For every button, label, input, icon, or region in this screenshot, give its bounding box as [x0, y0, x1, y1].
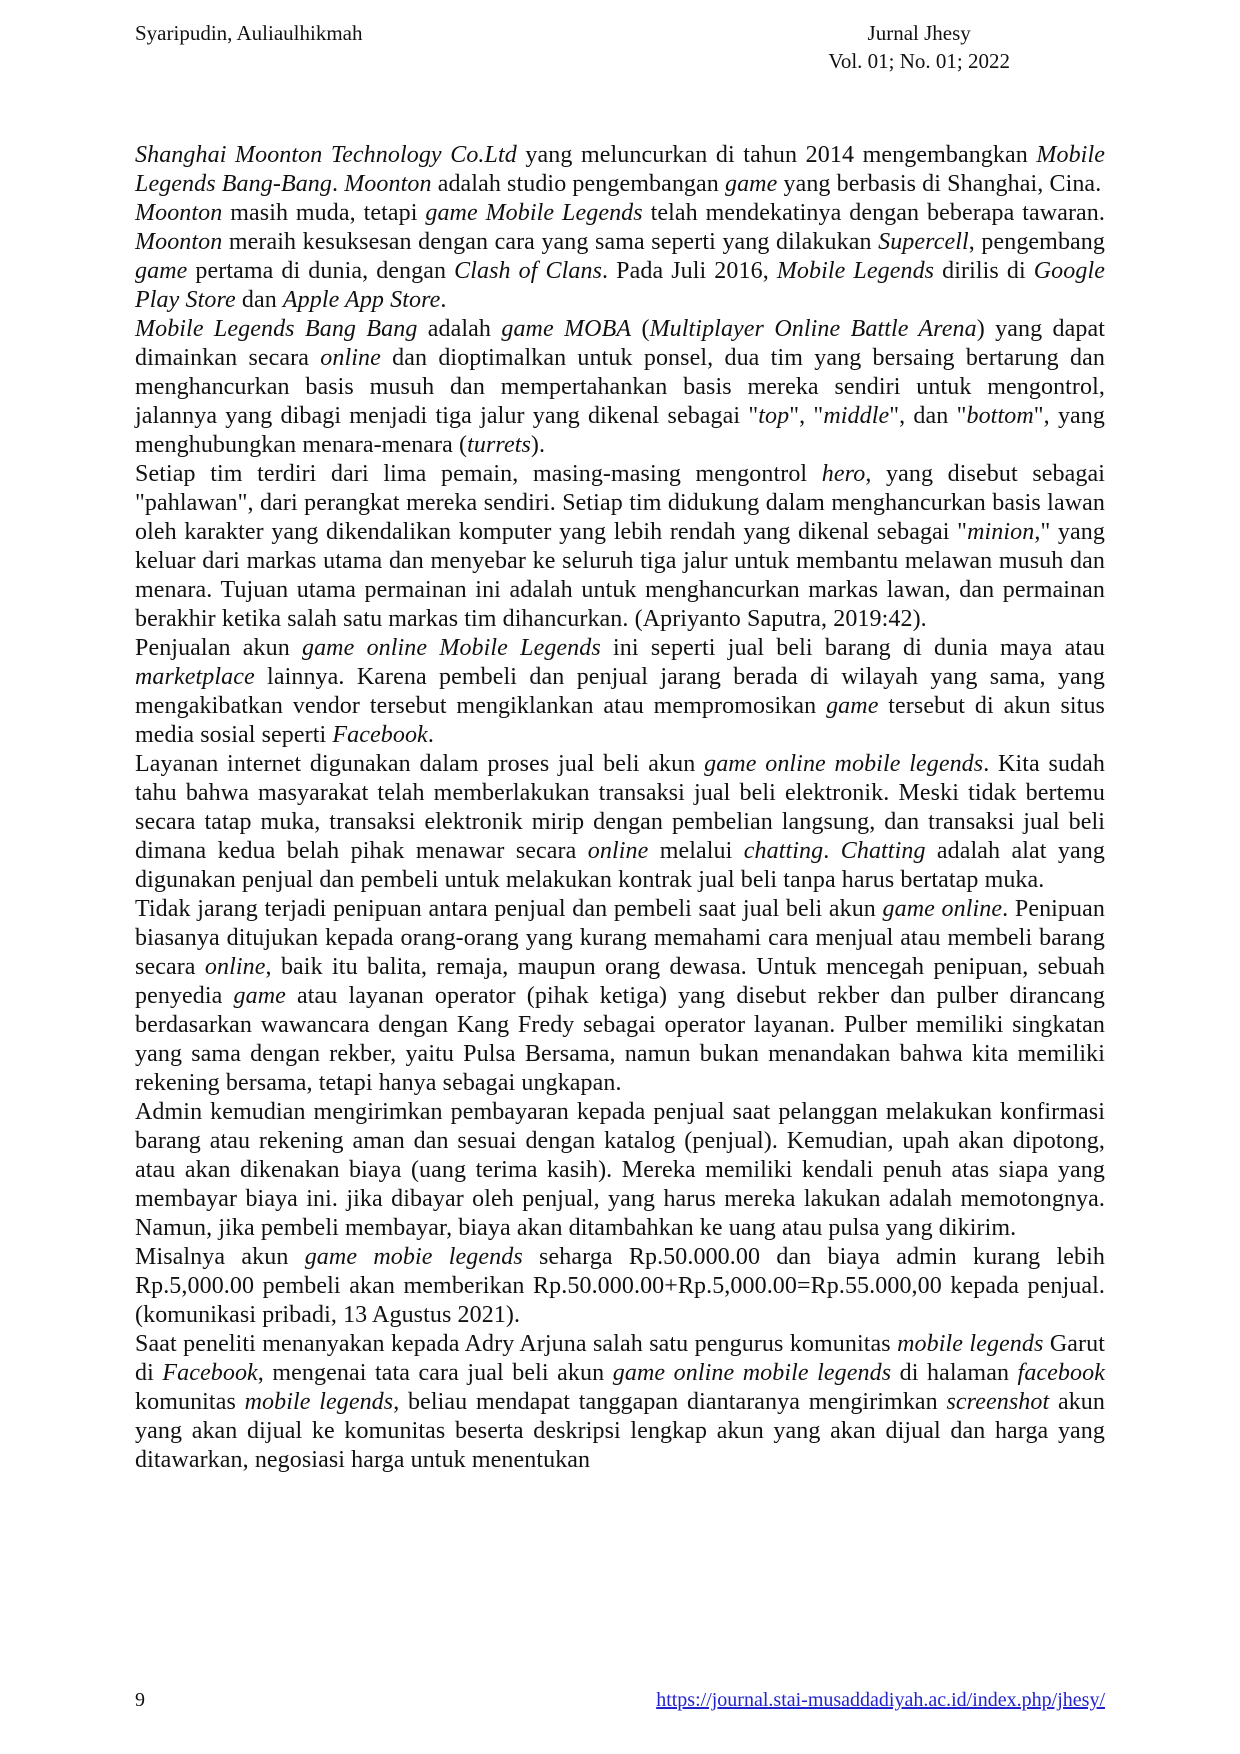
running-head-journal-block [828, 20, 1010, 75]
paragraph: Misalnya akun game mobie legends seharga Rp.50.000.00 dan biaya admin kurang lebih Rp.5,000.00 pembeli akan memberikan Rp.50.000.00+Rp.5,000.00=Rp.55.000,00 kepada penjual. (komunikasi pribadi, 13 Agustus 2021). [135, 1244, 1106, 1328]
paragraph: Layanan internet digunakan dalam proses jual beli akun game online mobile legends. Kita sudah tahu bahwa masyarakat telah memberlakukan transaksi jual beli elektronik. Meski tidak bertemu secara tatap muka, transaksi elektronik mirip dengan pembelian langsung, dan transaksi jual beli dimana kedua belah pihak menawar secara online melalui chatting. Chatting adalah alat yang digunakan penjual dan pembeli untuk melakukan kontrak jual beli tanpa harus bertatap muka. [135, 751, 1106, 893]
journal-url-link[interactable]: https://journal.stai-musaddadiyah.ac.id/index.php/jhesy/ [656, 1689, 1105, 1711]
paragraph: Penjualan akun game online Mobile Legends ini seperti jual beli barang di dunia maya atau marketplace lainnya. Karena pembeli dan penjual jarang berada di wilayah yang sama, yang mengakibatkan vendor tersebut mengiklankan atau mempromosikan game tersebut di akun situs media sosial seperti Facebook. [135, 635, 1105, 748]
page-header [135, 20, 1105, 75]
paragraph: Saat peneliti menanyakan kepada Adry Arjuna salah satu pengurus komunitas mobile legends Garut di Facebook, mengenai tata cara jual beli akun game online mobile legends di halaman facebook komunitas mobile legends, beliau mendapat tanggapan diantaranya mengirimkan screenshot akun yang akan dijual ke komunitas beserta deskripsi lengkap akun yang akan dijual dan harga yang ditawarkan, negosiasi harga untuk menentukan [135, 1331, 1105, 1473]
body-text [135, 141, 1105, 1475]
paragraph: Mobile Legends Bang Bang adalah game MOBA (Multiplayer Online Battle Arena) yang dapat dimainkan secara online dan dioptimalkan untuk ponsel, dua tim yang bersaing bertarung dan menghancurkan basis musuh dan mempertahankan basis mereka sendiri untuk mengontrol, jalannya yang dibagi menjadi tiga jalur yang dikenal sebagai "top", "middle", dan "bottom", yang menghubungkan menara-menara (turrets). [135, 316, 1106, 458]
paragraph: Admin kemudian mengirimkan pembayaran kepada penjual saat pelanggan melakukan konfirmasi barang atau rekening aman dan sesuai dengan katalog (penjual). Kemudian, upah akan dipotong, atau akan dikenakan biaya (uang terima kasih). Mereka memiliki kendali penuh atas siapa yang membayar biaya ini. jika dibayar oleh penjual, yang harus mereka lakukan adalah memotongnya. Namun, jika pembeli membayar, biaya akan ditambahkan ke uang atau pulsa yang dikirim. [135, 1099, 1105, 1241]
journal-volume: Vol. 01; No. 01; 2022 [828, 48, 1010, 73]
paragraph: Shanghai Moonton Technology Co.Ltd yang meluncurkan di tahun 2014 mengembangkan Mobile Legends Bang-Bang. Moonton adalah studio pengembangan game yang berbasis di Shanghai, Cina. [135, 142, 1105, 197]
paragraph: Moonton masih muda, tetapi game Mobile Legends telah mendekatinya dengan beberapa tawaran. Moonton meraih kesuksesan dengan cara yang sama seperti yang dilakukan Supercell, pengembang game pertama di dunia, dengan Clash of Clans. Pada Juli 2016, Mobile Legends dirilis di Google Play Store dan Apple App Store. [135, 200, 1105, 313]
paragraph: Setiap tim terdiri dari lima pemain, masing-masing mengontrol hero, yang disebut sebagai "pahlawan", dari perangkat mereka sendiri. Setiap tim didukung dalam menghancurkan basis lawan oleh karakter yang dikendalikan komputer yang lebih rendah yang dikenal sebagai "minion," yang keluar dari markas utama dan menyebar ke seluruh tiga jalur untuk membantu melawan musuh dan menara. Tujuan utama permainan ini adalah untuk menghancurkan markas lawan, dan permainan berakhir ketika salah satu markas tim dihancurkan. (Apriyanto Saputra, 2019:42). [135, 461, 1105, 632]
running-head-author: Syaripudin, Auliaulhikmah [135, 21, 363, 45]
page-number: 9 [135, 1689, 145, 1711]
paragraph: Tidak jarang terjadi penipuan antara penjual dan pembeli saat jual beli akun game online. Penipuan biasanya ditujukan kepada orang-orang yang kurang memahami cara menjual atau membeli barang secara online, baik itu balita, remaja, maupun orang dewasa. Untuk mencegah penipuan, sebuah penyedia game atau layanan operator (pihak ketiga) yang disebut rekber dan pulber dirancang berdasarkan wawancara dengan Kang Fredy sebagai operator layanan. Pulber memiliki singkatan yang sama dengan rekber, yaitu Pulsa Bersama, namun bukan menandakan bahwa kita memiliki rekening bersama, tetapi hanya sebagai ungkapan. [135, 896, 1106, 1096]
journal-name: Jurnal Jhesy [867, 21, 971, 45]
page-footer [135, 1689, 1105, 1712]
